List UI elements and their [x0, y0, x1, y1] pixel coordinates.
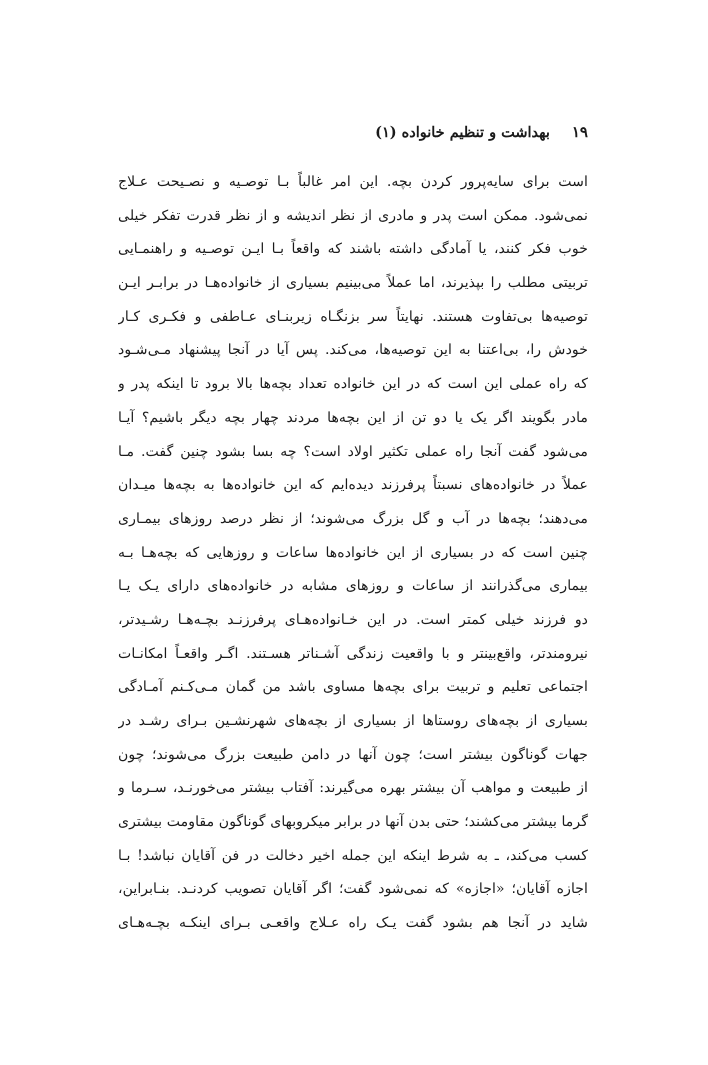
page-number: ۱۹	[571, 123, 588, 141]
text-line: دو فرزند خیلی کمتر است. در این خـانواده‌هـای پرفرزنـد بچـه‌هـا رشـیدتر،	[118, 611, 588, 628]
text-line: کسب می‌کند، ـ به شرط اینکه این جمله اخیر دخالت در فن آقایان نباشد! بـا	[118, 847, 588, 864]
text-line: اجازه آقایان؛ «اجازه» که نمی‌شود گفت؛ اگر آقایان تصویب کردنـد. بنـابراین،	[118, 881, 588, 898]
text-line: تربیتی مطلب را بپذیرند، اما عملاً می‌بینیم بسیاری از خانواده‌هـا در برابـر ایـن	[118, 275, 588, 292]
text-line: توصیه‌ها بی‌تفاوت هستند. نهایتاً سر بزنگـاه زیربنـای عـاطفی و فکـری کـار	[118, 308, 588, 325]
text-line: شاید در آنجا هم بشود گفت یـک راه عـلاج واقعـی بـرای اینکـه بچـه‌هـای	[118, 915, 588, 932]
body-text	[118, 166, 588, 941]
text-line: خوب فکر کنند، یا آمادگی داشته باشند که واقعاً بـا ایـن توصـیه و راهنمـایی	[118, 241, 588, 258]
text-line: مادر بگویند اگر یک یا دو تن از این بچه‌ها مردند چهار بچه دیگر باشیم؟ آیـا	[118, 409, 588, 426]
text-line: که راه عملی این است که در این خانواده تعداد بچه‌ها بالا برود تا اینکه پدر و	[118, 376, 588, 393]
text-line: است برای سایه‌پرور کردن بچه. این امر غالباً بـا توصـیه و نصـیحت عـلاج	[118, 174, 588, 190]
chapter-title: بهداشت و تنظیم خانواده (۱)	[375, 123, 550, 141]
running-header	[118, 118, 588, 146]
text-line: خودش را، بی‌اعتنا به این توصیه‌ها، می‌کند. پس آیا در آنجا پیشنهاد مـی‌شـود	[118, 342, 588, 359]
text-line: چنین است که در بسیاری از این خانواده‌ها ساعات و روزهایی که بچه‌هـا بـه	[118, 544, 588, 561]
text-line: جهات گوناگون بیشتر است؛ چون آنها در دامن طبیعت بزرگ می‌شوند؛ چون	[118, 746, 588, 763]
text-line: عملاً در خانواده‌های نسبتاً پرفرزند دیده‌ایم که این خانواده‌ها به بچه‌ها میـدان	[118, 477, 588, 494]
text-line: اجتماعی تعلیم و تربیت برای بچه‌ها مساوی باشد من گمان مـی‌کـنم آمـادگی	[118, 679, 588, 696]
text-line: می‌شود گفت آنجا راه عملی تکثیر اولاد است؟ چه بسا بشود چنین گفت. مـا	[118, 443, 588, 460]
text-line: می‌دهند؛ بچه‌ها در آب و گل بزرگ می‌شوند؛ از نظر درصد روزهای بیمـاری	[118, 510, 588, 527]
text-line: بسیاری از بچه‌های روستاها از بسیاری از بچه‌های شهرنشـین بـرای رشـد در	[118, 713, 588, 729]
text-line: گرما بیشتر می‌کشند؛ حتی بدن آنها در برابر میکروبهای گوناگون مقاومت بیشتری	[118, 814, 588, 831]
text-line: بیماری می‌گذرانند از ساعات و روزهای مشابه در خانواده‌های دارای یـک یـا	[118, 578, 588, 595]
text-line: نمی‌شود. ممکن است پدر و مادری از نظر اندیشه و از نظر قدرت تفکر خیلی	[118, 207, 588, 224]
text-line: از طبیعت و مواهب آن بیشتر بهره می‌گیرند: آفتاب بیشتر می‌خورنـد، سـرما و	[118, 780, 588, 797]
text-line: نیرومندتر، واقع‌بینتر و با واقعیت زندگی آشـناتر هسـتند. اگـر واقعـاً امکانـات	[118, 645, 588, 662]
